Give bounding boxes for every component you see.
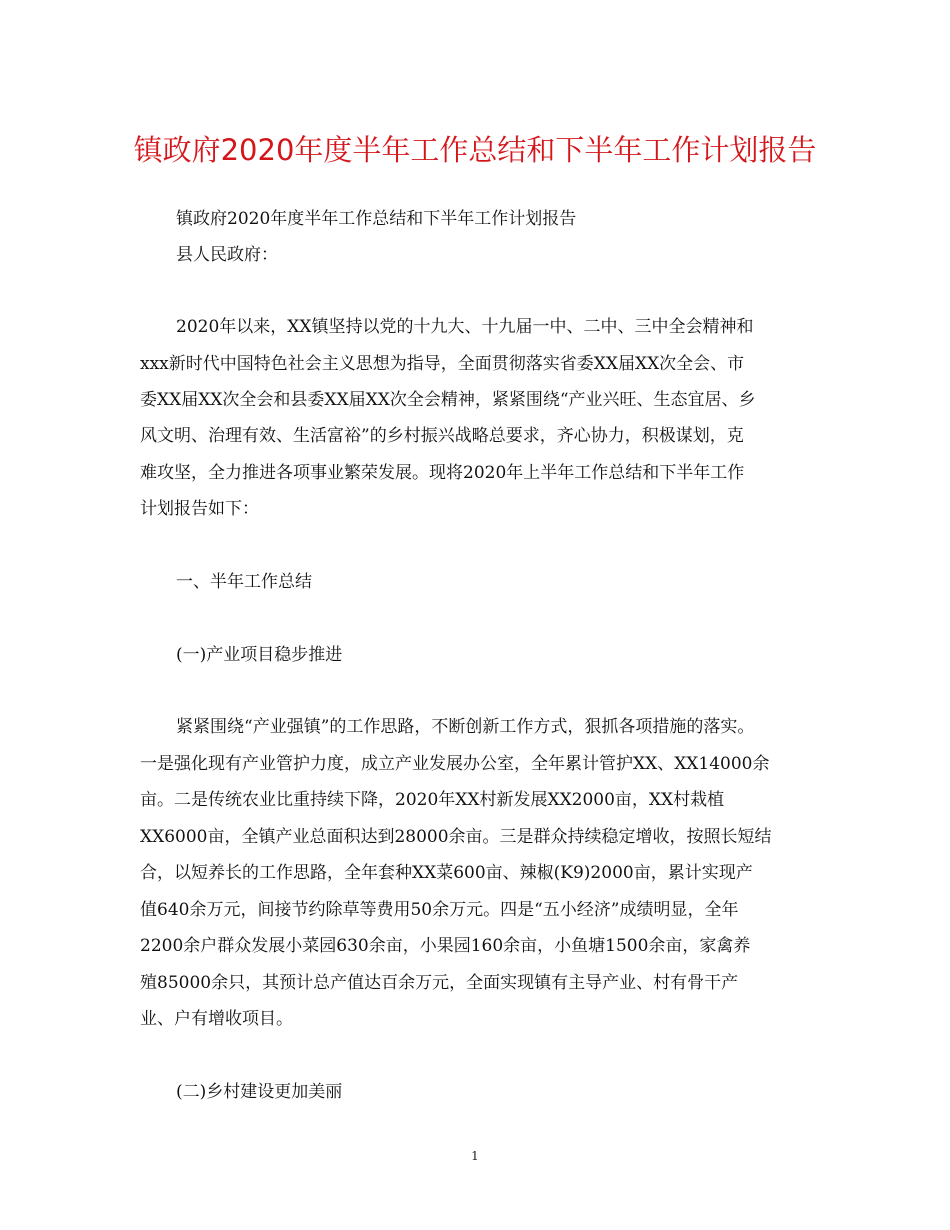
body-line: 紧紧围绕“产业强镇”的工作思路，不断创新工作方式，狠抓各项措施的落实。 (176, 717, 755, 737)
body-line: 一是强化现有产业管护力度，成立产业发展办公室，全年累计管护XX、XX14000余 (140, 754, 770, 774)
body-line: 合，以短养长的工作思路，全年套种XX菜600亩、辣椒(K9)2000亩，累计实现产 (140, 863, 753, 883)
section-heading: 一、半年工作总结 (176, 572, 312, 592)
body-line: 殖85000余只，其预计总产值达百余万元，全面实现镇有主导产业、村有骨干产 (140, 973, 739, 993)
body-line: 值640余万元，间接节约除草等费用50余万元。四是“五小经济”成绩明显，全年 (140, 900, 739, 920)
body-line: 亩。二是传统农业比重持续下降，2020年XX村新发展XX2000亩，XX村栽植 (140, 790, 725, 810)
document-subtitle: 镇政府2020年度半年工作总结和下半年工作计划报告 (176, 209, 577, 229)
intro-line: xxx新时代中国特色社会主义思想为指导，全面贯彻落实省委XX届XX次全会、市 (140, 354, 745, 374)
intro-line: 难攻坚，全力推进各项事业繁荣发展。现将2020年上半年工作总结和下半年工作 (140, 463, 745, 483)
body-line: 业、户有增收项目。 (140, 1009, 293, 1029)
intro-line: 计划报告如下： (140, 499, 259, 519)
intro-line: 2020年以来，XX镇坚持以党的十九大、十九届一中、二中、三中全会精神和 (176, 317, 754, 337)
intro-line: 委XX届XX次全会和县委XX届XX次全会精神，紧紧围绕“产业兴旺、生态宜居、乡 (140, 390, 756, 410)
page-number: 1 (471, 1149, 479, 1163)
body-line: 2200余户群众发展小菜园630余亩，小果园160余亩，小鱼塘1500余亩，家禽养 (140, 936, 751, 956)
document-title: 镇政府2020年度半年工作总结和下半年工作计划报告 (133, 133, 817, 167)
body-line: XX6000亩，全镇产业总面积达到28000余亩。三是群众持续稳定增收，按照长短结 (140, 827, 772, 847)
intro-line: 风文明、治理有效、生活富裕”的乡村振兴战略总要求，齐心协力，积极谋划，克 (140, 426, 744, 446)
subsection-heading: (二)乡村建设更加美丽 (176, 1082, 343, 1102)
subsection-heading: (一)产业项目稳步推进 (176, 645, 343, 665)
salutation: 县人民政府： (176, 245, 278, 265)
